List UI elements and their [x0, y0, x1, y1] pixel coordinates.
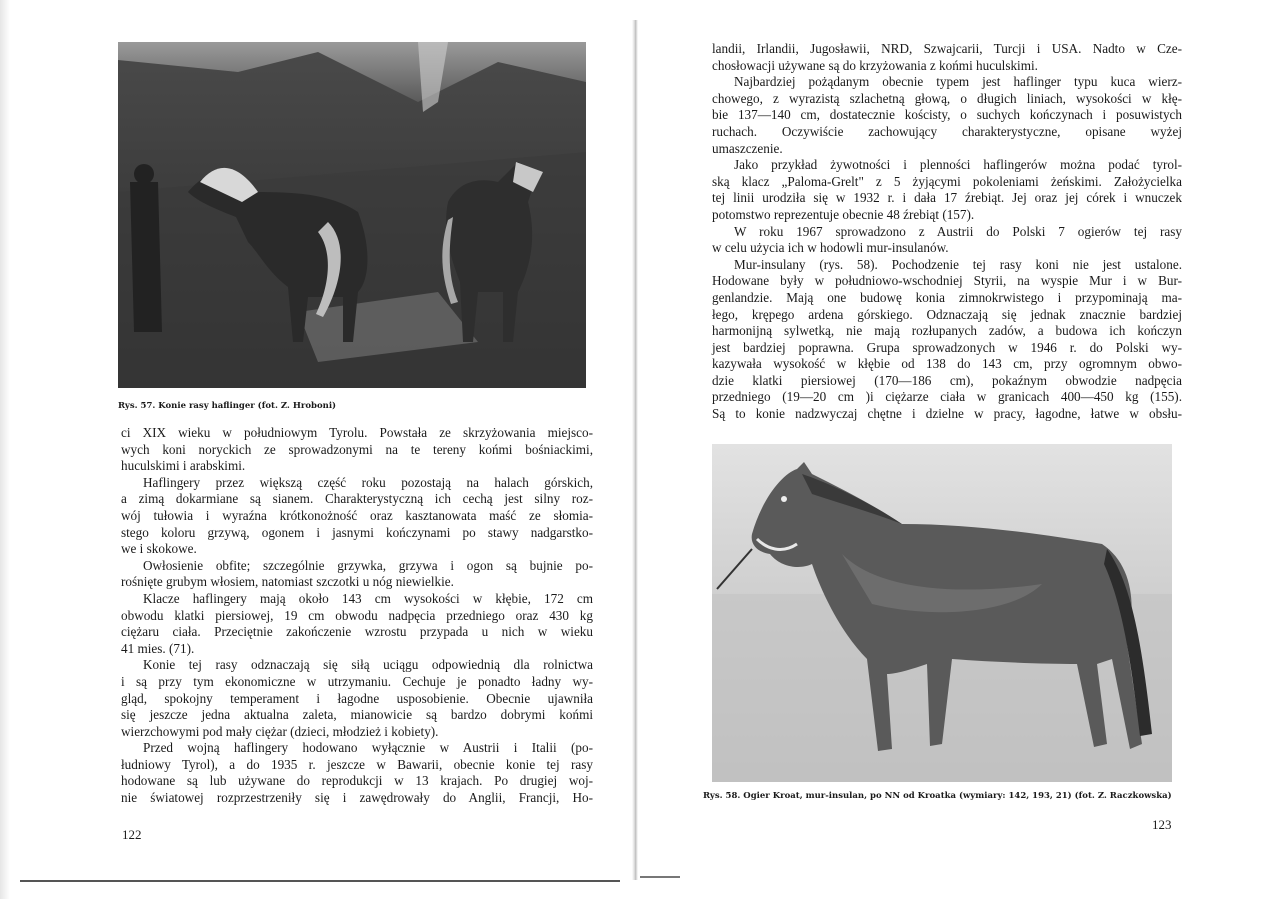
text-line: kazywała wysokość w kłębie od 138 do 143 cm, przy ogromnym obwo- [712, 356, 1182, 372]
text-line: Klacze haflingery mają około 143 cm wysokości w kłębie, 172 cm [143, 590, 593, 606]
text-line: i są przy tym ekonomiczne w utrzymaniu. Cechuje je ponadto ładny wy- [121, 673, 593, 689]
text-line: landii, Irlandii, Jugosławii, NRD, Szwajcarii, Turcji i USA. Nadto w Cze- [712, 41, 1182, 56]
text-line: Najbardziej pożądanym obecnie typem jest haflinger typu kuca wierz- [734, 74, 1182, 90]
page-number-right: 123 [1152, 817, 1172, 832]
text-line: Jako przykład żywotności i plenności haflingerów można podać tyrol- [734, 157, 1182, 173]
text-line: ską klacz „Paloma-Grelt" z 5 żyjącymi pokoleniami żeńskimi. Założycielka [712, 173, 1182, 189]
text-line: hodowane są lub używane do reprodukcji w 13 krajach. Po drugiej woj- [121, 773, 593, 789]
text-line: Hodowane były w południowo-wschodniej Styrii, na wyspie Mur i w Bur- [712, 273, 1182, 289]
scan-edge-line-right [640, 876, 680, 878]
text-line: się jeszcze jedna aktualna zaleta, mianowicie są bardzo dobrymi końmi [121, 707, 593, 723]
left-page [0, 0, 630, 899]
text-line: Mur-insulany (rys. 58). Pochodzenie tej rasy koni nie jest ustalone. [734, 256, 1182, 272]
text-line: 41 mies. (71). [121, 640, 195, 656]
page-number-left: 122 [122, 827, 142, 842]
text-line: rośnięte grubym włosiem, natomiast szczotki u nóg niewielkie. [121, 574, 454, 590]
text-line: genlandzie. Mają one budowę konia zimnokrwistego i przypominają ma- [712, 289, 1182, 305]
figure-caption: Rys. 58. Ogier Kroat, mur-insulan, po NN od Kroatka (wymiary: 142, 193, 21) (fot. Z. Raczkowska) [703, 791, 1172, 801]
text-line: bie 137—140 cm, dostatecznie kościsty, o suchych kończynach i posuwistych [712, 107, 1182, 123]
text-line: jest bardziej poprawna. Grupa sprowadzonych w 1946 r. do Polski wy- [712, 339, 1182, 355]
text-line: Haflingery przez większą część roku pozostają na halach górskich, [143, 474, 593, 490]
text-line: obwodu klatki piersiowej, 19 cm obwodu nadpęcia przedniego oraz 430 kg [121, 607, 593, 623]
text-line: tej linii urodziła się w 1932 r. i dała 17 źrebiąt. Jej oraz jej córek i wnuczek [712, 190, 1182, 206]
mur-insulan-photo-image [712, 444, 1172, 782]
text-line: a zimą dokarmiane są sianem. Charakterystyczną ich cechą jest silny roz- [121, 491, 593, 507]
text-line: harmonijną sylwetką, nie mają rozłupanych zadów, a budowa ich kończyn [712, 323, 1182, 339]
text-line: we i skokowe. [121, 541, 197, 557]
text-line: łudniowy Tyrol), a do 1935 r. jeszcze w Bawarii, obecnie konie tej rasy [121, 756, 593, 772]
text-line: ciężaru ciała. Przeciętnie zakończenie wzrostu przypada u nich w wieku [121, 624, 593, 640]
text-line: wój tułowia i wyraźna krótkonożność oraz kasztanowata maść ze słomia- [121, 507, 593, 523]
text-line: Owłosienie obfite; szczególnie grzywka, grzywa i ogon są bujnie po- [143, 557, 593, 573]
figure-haflinger-photo [118, 42, 586, 388]
right-body-text [712, 41, 1182, 423]
text-line: wych koni noryckich ze sprowadzonymi na te tereny końmi bośniackimi, [121, 441, 593, 457]
text-line: potomstwo reprezentuje obecnie 48 źrebiąt (157). [712, 206, 975, 222]
figure-caption: Rys. 57. Konie rasy haflinger (fot. Z. Hroboni) [118, 401, 337, 411]
text-line: Są to konie nadzwyczaj chętne i dzielne w pracy, łagodne, łatwe w obsłu- [712, 406, 1182, 422]
haflinger-photo-image [118, 42, 586, 388]
text-line: ci XIX wieku w południowym Tyrolu. Powstała ze skrzyżowania miejsco- [121, 425, 593, 440]
text-line: chowego, z wyrazistą szlachetną głową, o długich liniach, wysokości w kłę- [712, 90, 1182, 106]
text-line: Konie tej rasy odznaczają się siłą uciągu odpowiednią dla rolnictwa [143, 657, 593, 673]
text-line: w celu użycia ich w hodowli mur-insulanów. [712, 240, 949, 256]
text-line: W roku 1967 sprowadzono z Austrii do Polski 7 ogierów tej rasy [734, 223, 1182, 239]
text-line: dzie klatki piersiowej (170—186 cm), pokaźnym obwodzie nadpęcia [712, 372, 1182, 388]
text-line: łego, krępego ardena górskiego. Odznaczają się jednak znacznie bardziej [712, 306, 1182, 322]
text-line: nie światowej rozprzestrzeniły się i zawędrowały do Anglii, Francji, Ho- [121, 790, 593, 806]
text-line: wierzchowymi pod mały ciężar (dzieci, młodzież i kobiety). [121, 723, 439, 739]
figure-mur-insulan-photo [712, 444, 1172, 782]
text-line: stego koloru grzywą, ogonem i jasnymi kończynami po stawy nadgarstko- [121, 524, 593, 540]
text-line: Przed wojną haflingery hodowano wyłącznie w Austrii i Italii (po- [143, 740, 593, 756]
text-line: huculskimi i arabskimi. [121, 458, 246, 474]
text-line: chosłowacji używane są do krzyżowania z końmi huculskimi. [712, 57, 1038, 73]
left-body-text [121, 425, 593, 807]
text-line: przedniego (19—20 cm )i ciężarze ciała w granicach 400—450 kg (155). [712, 389, 1182, 405]
text-line: gląd, spokojny temperament i łagodne usposobienie. Obecnie ujawniła [121, 690, 593, 706]
text-line: umaszczenie. [712, 140, 783, 156]
book-gutter [632, 20, 638, 880]
text-line: ruchach. Oczywiście zachowujący charakterystyczne, opisane wyżej [712, 123, 1182, 139]
